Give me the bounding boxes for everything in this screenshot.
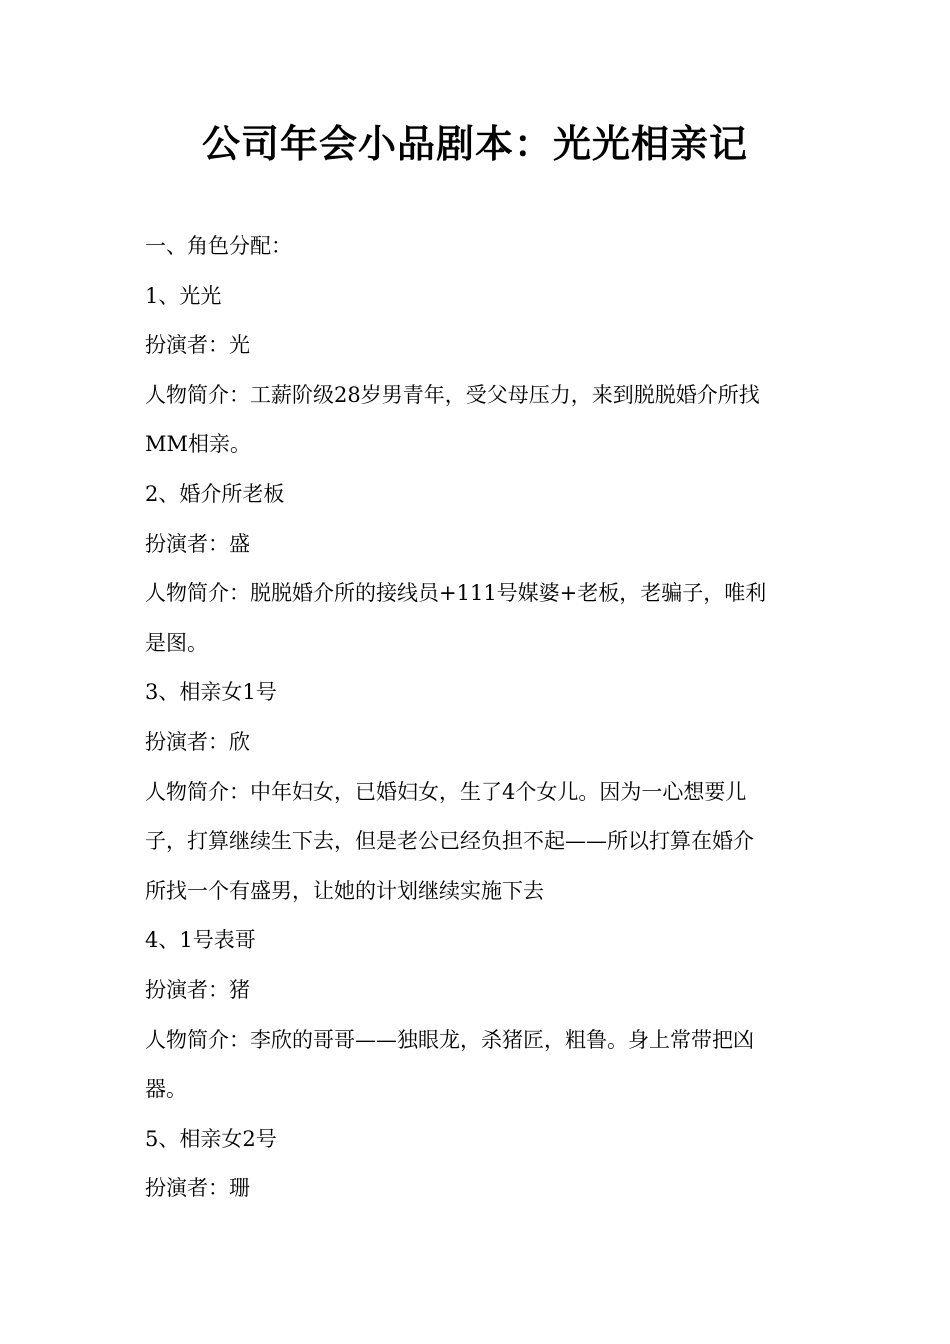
role-1-actor: 扮演者：光 [145, 333, 250, 358]
document-body [145, 222, 805, 1214]
role-2-description-line-2: 是图。 [145, 630, 208, 655]
role-5-name: 5、相亲女2号 [145, 1126, 277, 1151]
role-4-description-line-1: 人物简介：李欣的哥哥——独眼龙，杀猪匠，粗鲁。身上常带把凶 [145, 1027, 754, 1052]
role-4-name: 4、1号表哥 [145, 928, 256, 953]
role-5-actor: 扮演者：珊 [145, 1176, 250, 1201]
role-4-actor: 扮演者：猪 [145, 977, 250, 1002]
role-3-name: 3、相亲女1号 [145, 680, 277, 705]
role-3-description-line-2: 子，打算继续生下去，但是老公已经负担不起——所以打算在婚介 [145, 829, 754, 854]
role-3-actor: 扮演者：欣 [145, 729, 250, 754]
document-title: 公司年会小品剧本：光光相亲记 [201, 121, 748, 166]
role-3-description-line-1: 人物简介：中年妇女，已婚妇女，生了4个女儿。因为一心想要儿 [145, 779, 747, 804]
role-2-name: 2、婚介所老板 [145, 481, 285, 506]
role-3-description-line-3: 所找一个有盛男，让她的计划继续实施下去 [145, 878, 544, 903]
role-1-name: 1、光光 [145, 283, 222, 308]
role-2-actor: 扮演者：盛 [145, 531, 250, 556]
section-heading-role-assignment: 一、角色分配： [145, 234, 292, 258]
role-1-description-line-1: 人物简介：工薪阶级28岁男青年，受父母压力，来到脱脱婚介所找 [145, 382, 760, 407]
role-4-description-line-2: 器。 [145, 1077, 187, 1102]
role-1-description-line-2: MM相亲。 [145, 432, 252, 457]
role-2-description-line-1: 人物简介：脱脱婚介所的接线员+111号媒婆+老板，老骗子，唯利 [145, 581, 767, 606]
